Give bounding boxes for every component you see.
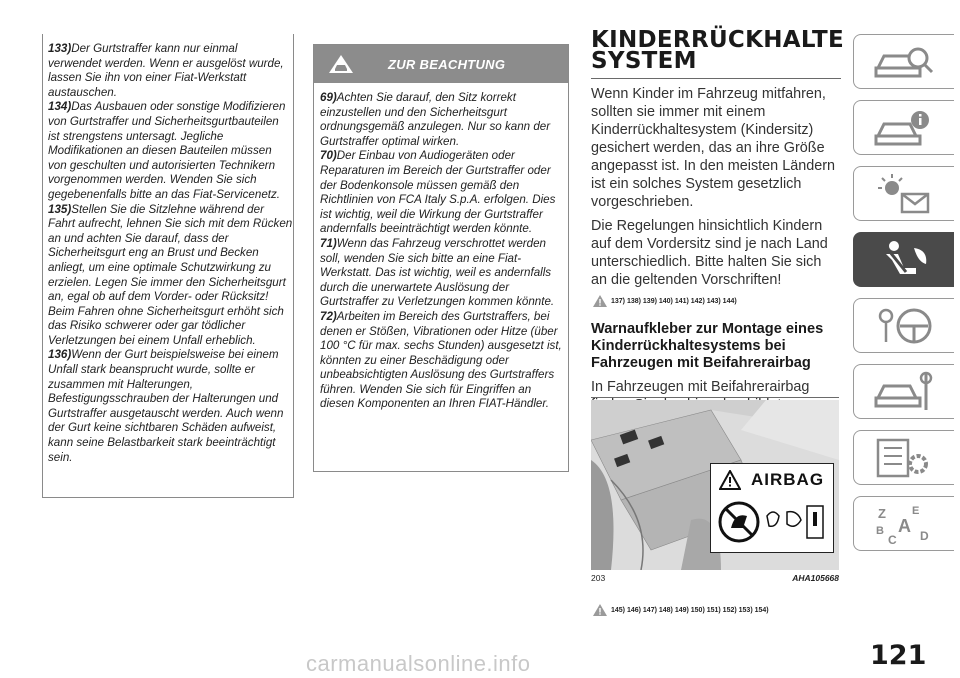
regulation-paragraph: Die Regelungen hinsichtlich Kindern auf dem Vordersitz sind je nach Land unterschiedlich. Bitte halten Sie sich an die geltenden Vorschriften! (591, 218, 828, 288)
figure-caption (591, 573, 839, 583)
svg-text:E: E (912, 504, 920, 517)
child-restraint-section (591, 27, 845, 432)
tab-car-overview[interactable] (853, 34, 954, 89)
svg-text:A: A (898, 515, 911, 536)
airbag-warning-sticker (710, 463, 834, 553)
section-heading: KINDERRÜCKHALTE SYSTEM (591, 27, 845, 74)
warning-triangle-icon (593, 604, 607, 616)
sticker-subheading: Warnaufkleber zur Montage eines Kinderrückhaltesystems bei Fahrzeugen mit Beifahrerairbag (591, 321, 824, 371)
attention-box (313, 44, 569, 472)
svg-text:Z: Z (878, 505, 886, 521)
car-warning-icon (328, 54, 354, 74)
tab-car-info[interactable] (853, 100, 954, 155)
car-search-icon (872, 40, 936, 84)
tab-warning-lights[interactable] (853, 166, 954, 221)
attention-header (314, 45, 568, 83)
note-135: 135)Stellen Sie die Sitzlehne während der Fahrt aufrecht, lehnen Sie sich mit dem Rücken an und achten Sie darauf, dass der Sicherheitsgurt eng an Brust und Becken anliegt, um eine optimale Schutzwirkung zu erzielen. Legen Sie immer den Sicherheitsgurt an, egal ob auf dem Vorder- oder Rücksitz! Beim Fahren ohne Sicherheitsgurt erhöht sich das Risiko schwerer oder gar tödlicher Verletzungen bei einem Unfall erheblich. (48, 202, 293, 347)
figure-rule (591, 397, 839, 398)
intro-paragraph: Wenn Kinder im Fahrzeug mitfahren, sollten sie immer mit einem Kinderrückhaltesystem (Kindersitz) gesichert werden, das an ihre Größe angepasst ist. In den meisten Ländern ist ein solches System gesetzlich vorgeschrieben. (591, 86, 836, 210)
note-134: 134)Das Ausbauen oder sonstige Modifizieren von Gurtstraffer und Sicherheitsgurtbauteilen ist strengstens untersagt. Jegliche Modifikationen an diesen Bauteilen müssen von geschulten und autorisierten Technikern vorgenommen werden. Wenden Sie sich gegebenenfalls bitte an das Fiat-Servicenetz. (48, 100, 286, 201)
note-69: 69)Achten Sie darauf, den Sitz korrekt einzustellen und den Sicherheitsgurt ordnungsgemäß anzulegen. Nur so kann der Gurtstraffer optimal wirken. (320, 91, 551, 148)
note-70: 70)Der Einbau von Audiogeräten oder Reparaturen im Bereich der Gurtstraffer oder der Bodenkonsole müssen gemäß den Richtlinien von FCA Italy S.p.A. erfolgen. Dies ist wichtig, weil die Wirkung der Gurtstraffer andernfalls beeinträchtigt werden könnte. (320, 149, 556, 236)
tab-index[interactable] (853, 496, 954, 551)
index-letters-icon (872, 502, 936, 546)
warning-lights-icon (872, 172, 936, 216)
tab-safety[interactable] (853, 232, 954, 287)
note-71: 71)Wenn das Fahrzeug verschrottet werden soll, wenden Sie sich bitte an eine Fiat-Werkstatt. Das ist wichtig, weil es andernfalls durch die unerwartete Auslösung der Gurtstraffer zu Verletzungen kommen könnte. (320, 236, 555, 309)
warning-refs-2: 145) 146) 147) 148) 149) 150) 151) 152) 153) 154) (593, 604, 769, 616)
svg-text:B: B (876, 524, 884, 537)
svg-text:D: D (920, 528, 929, 543)
note-133: 133)Der Gurtstraffer kann nur einmal verwendet werden. Wenn er ausgelöst wurde, lassen Sie ihn von einer Fiat-Werkstatt austauschen. (48, 42, 284, 99)
heading-rule (591, 78, 841, 79)
airbag-warning-triangle-icon (719, 470, 741, 490)
attention-title: ZUR BEACHTUNG (388, 56, 506, 72)
warning-triangle-icon (593, 295, 607, 307)
tab-emergency[interactable] (853, 364, 954, 419)
svg-text:C: C (888, 532, 897, 546)
figure-code: AHA105668 (792, 573, 839, 583)
warning-notes-continued (42, 34, 294, 498)
no-rear-facing-seat-icon (717, 498, 827, 546)
figure-number: 203 (591, 573, 606, 583)
airbag-label: AIRBAG (751, 470, 825, 489)
warning-refs: 137) 138) 139) 140) 141) 142) 143) 144) (593, 295, 841, 307)
tab-service[interactable] (853, 430, 954, 485)
note-136: 136)Wenn der Gurt beispielsweise bei einem Unfall stark beansprucht wurde, sollte er zusammen mit Halterungen, Befestigungsschrauben der Halterungen und Gurtstraffer ausgetauscht werden. Auch wenn der Gurt keine sichtbaren Schäden aufweist, kann seine Belastbarkeit stark beeinträchtigt sein. (48, 348, 284, 464)
car-info-icon (872, 106, 936, 150)
page-number: 121 (870, 640, 927, 671)
car-service-icon (872, 370, 936, 414)
seat-airbag-icon (872, 238, 936, 282)
note-72: 72)Arbeiten im Bereich des Gurtstraffers, bei denen er Stößen, Vibrationen oder Hitze (über 100 °C für max. sechs Stunden) ausgesetzt ist, könnten zu einer Beschädigung oder unbeabsichtigten Auslösung des Gurtstraffers führen. Wenden Sie sich für Eingriffen an diesen Komponenten an Ihren FIAT-Händler. (320, 309, 562, 411)
specs-gear-icon (872, 436, 936, 480)
tab-start-driving[interactable] (853, 298, 954, 353)
sticker-paragraph: In Fahrzeugen mit Beifahrerairbag (591, 379, 810, 395)
chapter-tabs (853, 34, 960, 562)
key-steering-icon (872, 304, 936, 348)
watermark: carmanualsonline.info (306, 651, 531, 676)
